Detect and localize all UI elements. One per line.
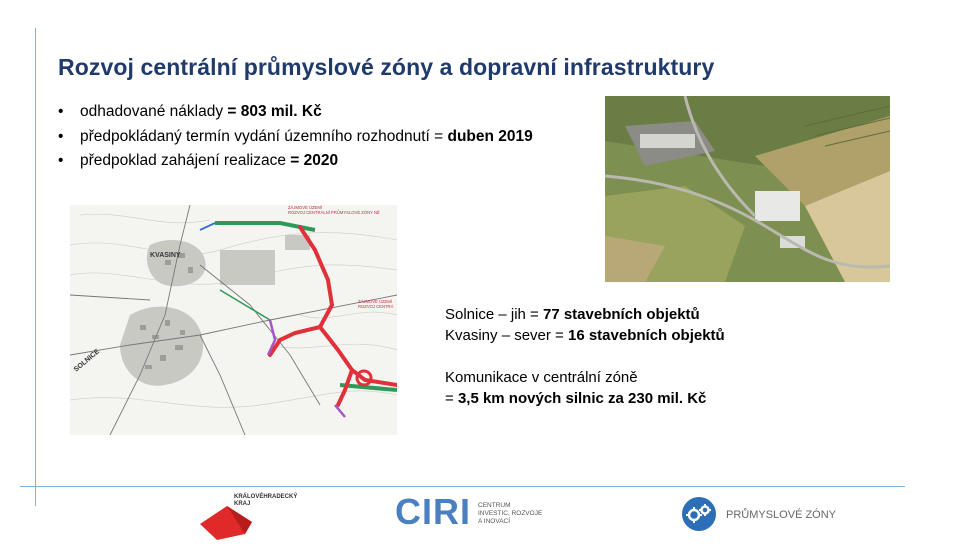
zone-map [70, 205, 397, 435]
vertical-rule [35, 28, 36, 506]
bullet-decision-date: • předpokládaný termín vydání územního rozhodnutí = duben 2019 [58, 125, 533, 150]
map-box1-line1: ZÁJMOVÉ ÚZEMÍ [288, 205, 322, 210]
ciri-subtitle-line1: CENTRUM [478, 502, 511, 509]
stats-kvasiny: Kvasiny – sever = 16 stavebních objektů [445, 327, 725, 344]
stats-gap [445, 346, 725, 367]
prumyslove-zony-label: PRŮMYSLOVÉ ZÓNY [726, 509, 837, 521]
map-box2-line1: ZÁJMOVÉ ÚZEMÍ [358, 299, 392, 304]
aerial-photo [605, 96, 890, 282]
bullet-start: • předpoklad zahájení realizace = 2020 [58, 149, 533, 174]
bullet-cost: • odhadované náklady = 803 mil. Kč [58, 100, 533, 125]
kraj-name-line1: KRÁLOVÉHRADECKÝ [234, 494, 298, 500]
zone-stats [445, 304, 725, 409]
stats-roads-heading: Komunikace v centrální zóně [445, 369, 638, 386]
map-label-solnice: SOLNICE [72, 348, 102, 374]
ciri-subtitle-line3: A INOVACÍ [478, 518, 511, 525]
ciri-logo [395, 493, 565, 533]
ciri-wordmark: CIRI [395, 491, 471, 532]
bullet-list [58, 100, 533, 174]
map-label-kvasiny: KVASINY [150, 252, 181, 259]
map-box2-line2: ROZVOJ CENTRÁ [358, 304, 394, 309]
gears-icon [680, 496, 720, 532]
prumyslove-zony-logo [680, 496, 880, 532]
aerial-photo-drawing [605, 96, 890, 282]
slide-title: Rozvoj centrální průmyslové zóny a dopravní infrastruktury [58, 54, 715, 80]
zone-map-drawing [70, 205, 397, 435]
stats-roads-value: = 3,5 km nových silnic za 230 mil. Kč [445, 390, 707, 407]
kraj-name-line2: KRAJ [234, 501, 251, 507]
ciri-subtitle-line2: INVESTIC, ROZVOJE [478, 510, 543, 517]
stats-solnice: Solnice – jih = 77 stavebních objektů [445, 306, 700, 323]
footer-rule [20, 486, 905, 487]
map-box1-line2: ROZVOJ CENTRÁLNÍ PRŮMYSLOVÉ ZÓNY NĚ [288, 210, 380, 215]
kralovehradecky-kraj-logo [197, 492, 297, 542]
